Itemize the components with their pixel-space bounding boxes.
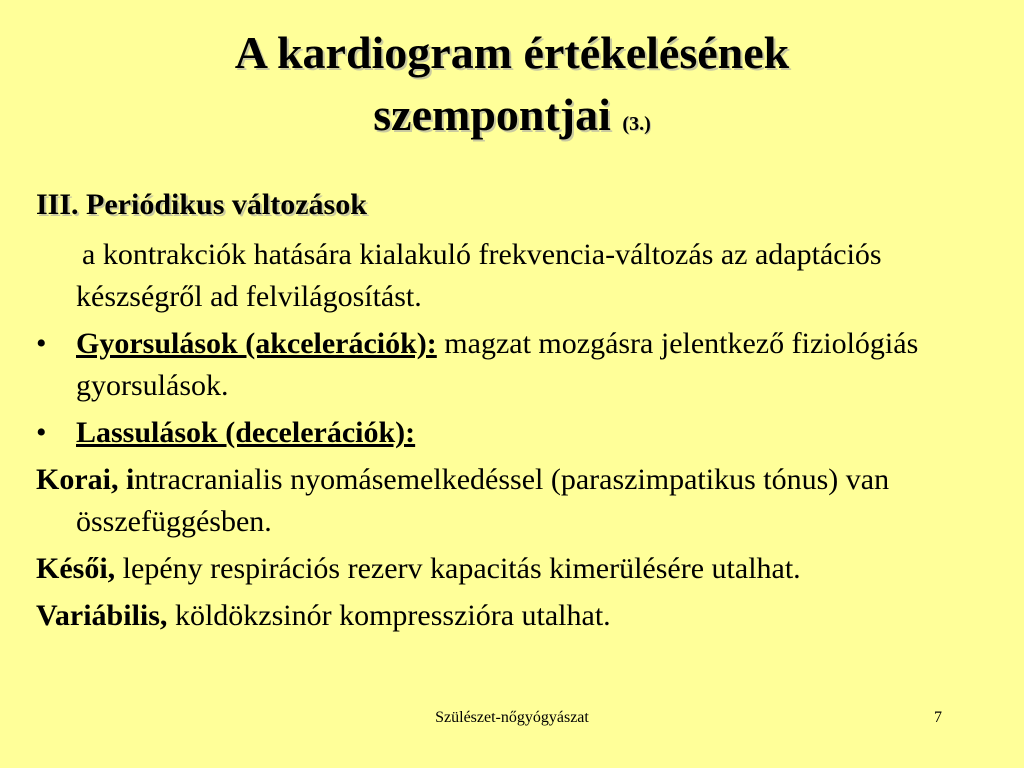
page-number: 7: [934, 709, 942, 726]
title-part-number: (3.): [622, 113, 651, 135]
slide-body: [36, 184, 996, 642]
title-line-1: A kardiogram értékelésének: [234, 27, 790, 78]
slide-title: [0, 22, 1024, 155]
title-main-text: szempontjai: [373, 89, 611, 140]
footer-text: Szülészet-nőgyógyászat: [435, 709, 589, 726]
definition-early: [36, 459, 996, 543]
bullet-item-accelerations: [36, 323, 996, 407]
bullet-marker: •: [36, 327, 47, 360]
title-line-2: [0, 84, 1024, 155]
bullet-term: Gyorsulások (akcelerációk):: [76, 327, 437, 360]
definition-text: köldökzsinór kompresszióra utalhat.: [167, 599, 611, 632]
bullet-item-decelerations: [36, 412, 996, 454]
definition-late: [36, 548, 996, 590]
intro-paragraph: a kontrakciók hatására kialakuló frekvencia-változás az adaptációs készségről ad felvilágosítást.: [76, 238, 882, 313]
definition-term: Variábilis,: [36, 599, 168, 632]
section-heading: III. Periódikus változások: [36, 188, 367, 221]
definition-text: lepény respirációs rezerv kapacitás kimerülésére utalhat.: [115, 552, 801, 585]
definition-term: Késői,: [36, 552, 116, 585]
bullet-text: magzat mozgásra jelentkező fiziológiás gyorsulások.: [76, 327, 919, 402]
bullet-marker: •: [36, 416, 47, 449]
definition-term: Korai, i: [36, 463, 135, 496]
definition-variable: [36, 595, 996, 637]
definition-text: ntracranialis nyomásemelkedéssel (paraszimpatikus tónus) van összefüggésben.: [76, 463, 890, 538]
bullet-term: Lassulások (decelerációk):: [76, 416, 416, 449]
